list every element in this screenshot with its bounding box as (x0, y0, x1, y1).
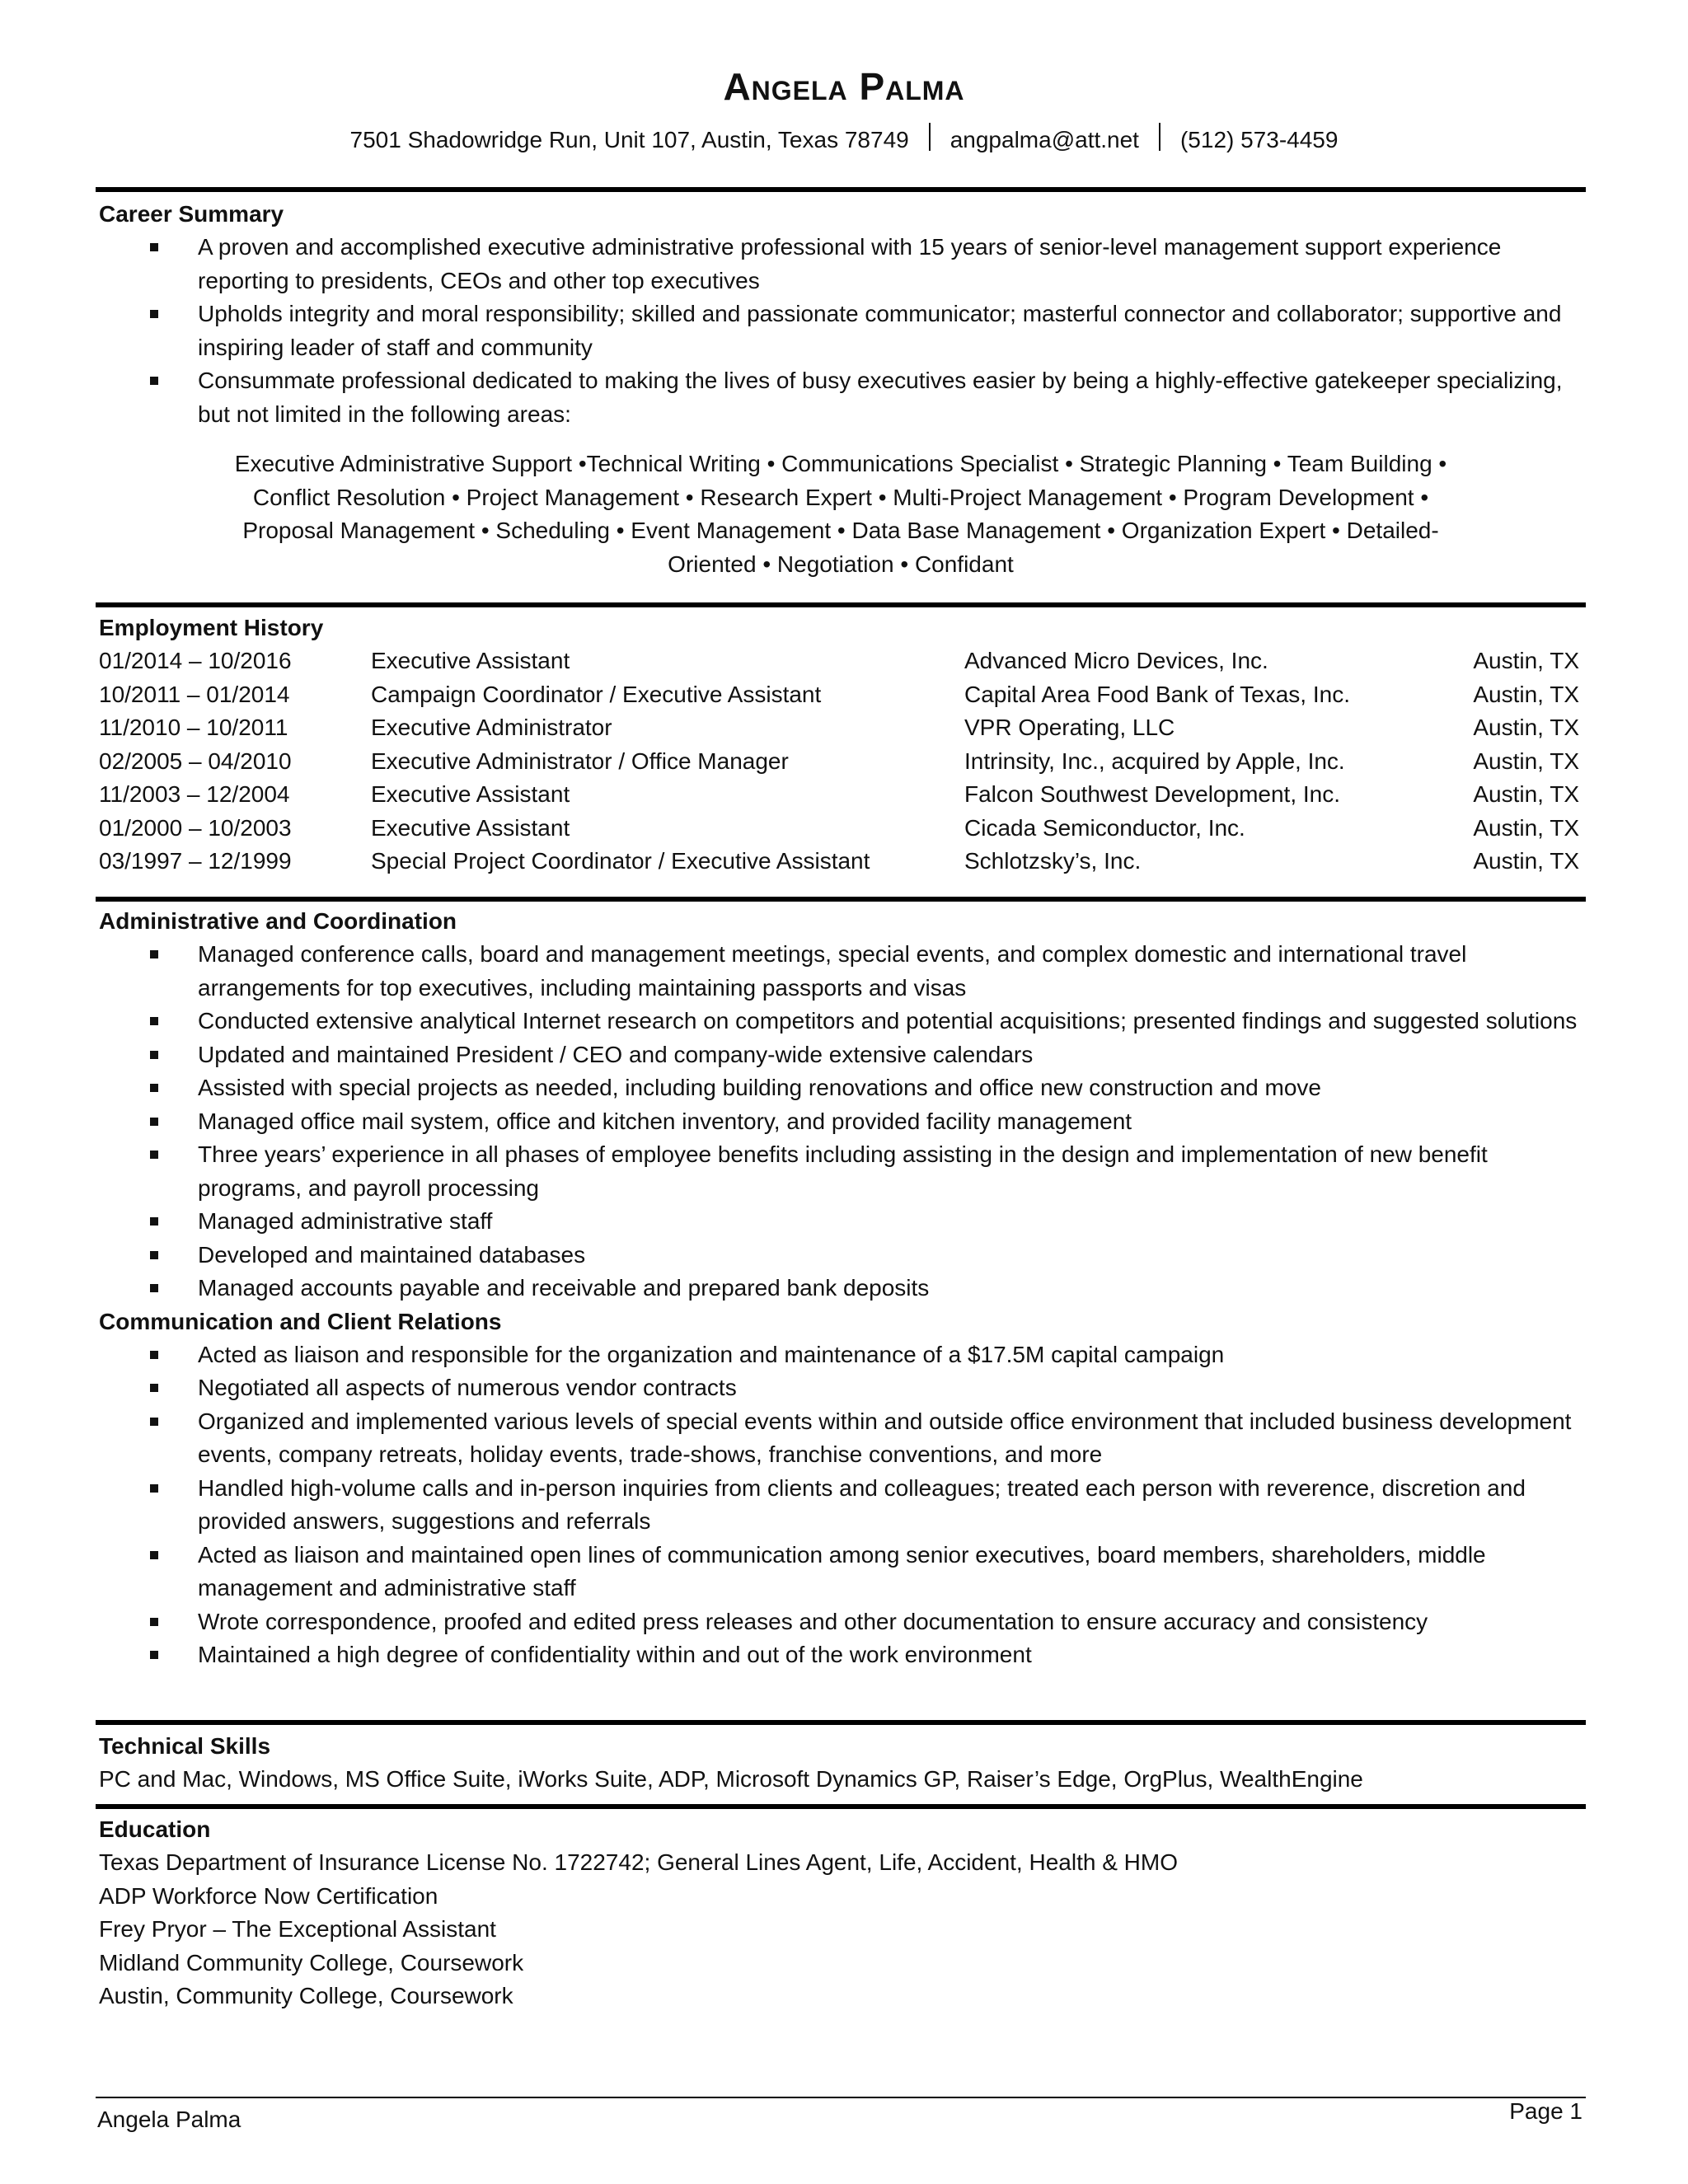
company-name: Falcon Southwest Development, Inc. (964, 781, 1341, 807)
administrative-section (99, 905, 1582, 1672)
job-location: Austin, TX (1473, 748, 1579, 774)
list-item: Updated and maintained President / CEO and company-wide extensive calendars (99, 1038, 1582, 1072)
footer-divider (96, 2097, 1586, 2098)
list-item: Managed accounts payable and receivable and prepared bank deposits (99, 1272, 1582, 1305)
section-divider (96, 1804, 1586, 1809)
education-item: Texas Department of Insurance License No. 1722742; General Lines Agent, Life, Accident, Health & HMO (99, 1849, 1178, 1875)
table-row (99, 711, 1582, 745)
job-title: Executive Assistant (371, 781, 570, 807)
education-item: Midland Community College, Coursework (99, 1949, 524, 1975)
table-row (99, 678, 1582, 712)
communication-list (99, 1338, 1582, 1672)
job-location: Austin, TX (1473, 648, 1579, 673)
list-item: Conducted extensive analytical Internet research on competitors and potential acquisitions; presented findings and suggested solutions (99, 1005, 1582, 1038)
list-item: Managed conference calls, board and management meetings, special events, and complex domestic and international travel arrangements for top executives, including maintaining passports and visas (99, 938, 1582, 1005)
job-location: Austin, TX (1473, 814, 1579, 841)
list-item: Acted as liaison and maintained open lines of communication among senior executives, board members, shareholders, middle management and administrative staff (99, 1539, 1582, 1605)
list-item: Consummate professional dedicated to making the lives of busy executives easier by being a highly-effective gatekeeper specializing, but not limited in the following areas: (99, 364, 1582, 431)
separator (1159, 123, 1160, 151)
company-name: Cicada Semiconductor, Inc. (964, 814, 1245, 841)
list-item: Assisted with special projects as needed, including building renovations and office new construction and move (99, 1071, 1582, 1105)
section-heading: Education (99, 1816, 211, 1842)
address: 7501 Shadowridge Run, Unit 107, Austin, Texas 78749 (349, 127, 909, 152)
table-row (99, 745, 1582, 779)
section-heading: Employment History (99, 615, 324, 640)
list-item: Maintained a high degree of confidentiality within and out of the work environment (99, 1638, 1582, 1672)
list-item: Managed administrative staff (99, 1205, 1582, 1239)
education-item: Austin, Community College, Coursework (99, 1983, 513, 2008)
administrative-list (99, 938, 1582, 1305)
page-number: Page 1 (1509, 2098, 1582, 2124)
section-heading: Career Summary (99, 201, 284, 227)
career-summary-list (99, 231, 1582, 431)
list-item: Organized and implemented various levels of special events within and outside office environment that included business development events, company retreats, holiday events, trade-shows, franchise conventions, and more (99, 1405, 1582, 1472)
company-name: Capital Area Food Bank of Texas, Inc. (964, 681, 1350, 707)
section-divider (96, 1720, 1586, 1725)
company-name: VPR Operating, LLC (964, 715, 1175, 740)
job-location: Austin, TX (1473, 715, 1579, 740)
table-row (99, 845, 1582, 879)
company-name: Intrinsity, Inc., acquired by Apple, Inc. (964, 748, 1345, 774)
separator (929, 123, 931, 151)
job-title: Special Project Coordinator / Executive Assistant (371, 848, 870, 874)
career-summary-section (99, 198, 1582, 581)
job-title: Executive Assistant (371, 648, 570, 673)
footer-name: Angela Palma (97, 2107, 241, 2132)
employment-section (99, 612, 1582, 879)
table-row (99, 778, 1582, 812)
list-item: Three years’ experience in all phases of employee benefits including assisting in the design and implementation of new benefit programs, and payroll processing (99, 1138, 1582, 1205)
company-name: Schlotzsky’s, Inc. (964, 848, 1142, 874)
contact-line (0, 127, 1688, 156)
employment-dates: 02/2005 – 04/2010 (99, 748, 292, 774)
list-item: Acted as liaison and responsible for the organization and maintenance of a $17.5M capital campaign (99, 1338, 1582, 1372)
list-item: Negotiated all aspects of numerous vendor contracts (99, 1371, 1582, 1405)
list-item: Wrote correspondence, proofed and edited press releases and other documentation to ensure accuracy and consistency (99, 1605, 1582, 1639)
section-divider (96, 897, 1586, 902)
candidate-name: Angela Palma (723, 65, 965, 108)
employment-dates: 11/2010 – 10/2011 (99, 715, 288, 740)
section-divider (96, 187, 1586, 192)
list-item: Managed office mail system, office and kitchen inventory, and provided facility management (99, 1105, 1582, 1139)
job-location: Austin, TX (1473, 681, 1579, 707)
list-item: Upholds integrity and moral responsibility; skilled and passionate communicator; masterful connector and collaborator; supportive and inspiring leader of staff and community (99, 298, 1582, 364)
employment-dates: 10/2011 – 01/2014 (99, 681, 290, 707)
technical-skills-section (99, 1730, 1582, 1797)
list-item: Handled high-volume calls and in-person inquiries from clients and colleagues; treated each person with reverence, discretion and provided answers, suggestions and referrals (99, 1472, 1582, 1539)
email[interactable]: angpalma@att.net (950, 127, 1139, 152)
employment-dates: 03/1997 – 12/1999 (99, 848, 292, 874)
employment-dates: 01/2000 – 10/2003 (99, 814, 292, 841)
core-competencies: Executive Administrative Support •Technical Writing • Communications Specialist • Strategic Planning • Team Building • Conflict Resolution • Project Management • Research Expert • Multi-Project Management • Program Development • Proposal Management • Scheduling • Event Management • Data Base Management • Organization Expert • Detailed-Oriented • Negotiation • Confidant (234, 451, 1447, 577)
company-name: Advanced Micro Devices, Inc. (964, 648, 1268, 673)
technical-skills-text: PC and Mac, Windows, MS Office Suite, iWorks Suite, ADP, Microsoft Dynamics GP, Raiser’s Edge, OrgPlus, WealthEngine (99, 1766, 1363, 1792)
job-title: Executive Administrator (371, 715, 612, 740)
job-location: Austin, TX (1473, 781, 1579, 807)
education-item: Frey Pryor – The Exceptional Assistant (99, 1916, 496, 1942)
job-title: Executive Assistant (371, 814, 570, 841)
section-heading: Administrative and Coordination (99, 908, 457, 934)
table-row (99, 644, 1582, 678)
education-section (99, 1813, 1582, 2013)
job-location: Austin, TX (1473, 848, 1579, 874)
employment-dates: 11/2003 – 12/2004 (99, 781, 290, 807)
phone: (512) 573-4459 (1179, 127, 1339, 152)
table-row (99, 812, 1582, 846)
education-item: ADP Workforce Now Certification (99, 1882, 438, 1909)
section-divider (96, 602, 1586, 607)
list-item: Developed and maintained databases (99, 1239, 1582, 1272)
job-title: Campaign Coordinator / Executive Assistant (371, 681, 822, 707)
section-heading: Technical Skills (99, 1733, 271, 1759)
section-heading: Communication and Client Relations (99, 1308, 502, 1334)
list-item: A proven and accomplished executive administrative professional with 15 years of senior-level management support experience reporting to presidents, CEOs and other top executives (99, 231, 1582, 298)
employment-dates: 01/2014 – 10/2016 (99, 648, 292, 673)
job-title: Executive Administrator / Office Manager (371, 748, 789, 774)
